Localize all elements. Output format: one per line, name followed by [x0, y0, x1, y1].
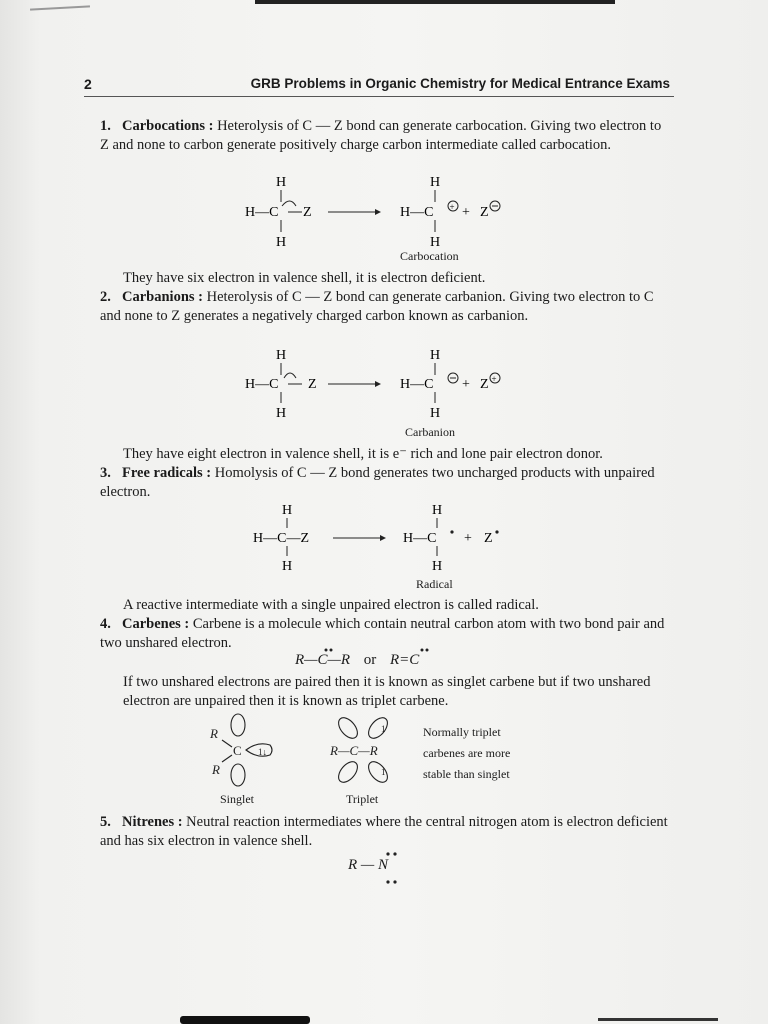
section-heading: Free radicals : — [122, 465, 212, 481]
svg-text:Z: Z — [303, 205, 312, 220]
section-heading: Carbocations : — [122, 118, 214, 134]
svg-text:H—C: H—C — [245, 205, 279, 220]
section-number: 2. — [100, 289, 111, 305]
svg-text:H: H — [430, 406, 441, 421]
section-number: 1. — [100, 118, 111, 134]
section-text: Heterolysis of C — Z bond can generate carbanion. Giving two electron to C and none to Z generates a negatively charged carbon known as carbanion. — [100, 289, 654, 324]
svg-text:+: + — [449, 202, 455, 212]
singlet-label: Singlet — [220, 792, 255, 806]
svg-text:R: R — [210, 726, 218, 741]
svg-text:H: H — [430, 175, 441, 190]
svg-text:H: H — [276, 348, 287, 363]
page-number: 2 — [84, 76, 92, 92]
section-free-radicals — [100, 464, 672, 502]
section-carbocations — [100, 117, 672, 155]
svg-text:R—C—R: R—C—R — [330, 743, 378, 758]
section-note: A reactive intermediate with a single unpaired electron is called radical. — [123, 597, 539, 613]
svg-text:+: + — [491, 374, 497, 384]
section-text: Carbene is a molecule which contain neutral carbon atom with two bond pair and two unshared electron. — [100, 616, 665, 651]
diagram-caption: Carbanion — [405, 425, 455, 439]
svg-text:H: H — [432, 503, 443, 518]
svg-text:Z: Z — [484, 531, 493, 546]
scan-edge-mark — [598, 1018, 718, 1021]
side-note-line: carbenes are more — [423, 746, 511, 760]
svg-text:H—C: H—C — [400, 205, 434, 220]
svg-text:H: H — [282, 559, 293, 574]
svg-text:H—C—Z: H—C—Z — [253, 531, 309, 546]
radical-reaction-diagram — [238, 500, 538, 580]
nitrene-formula: R — N — [348, 857, 389, 873]
svg-text:C: C — [233, 743, 242, 758]
section-note: If two unshared electrons are paired then it is known as singlet carbene but if two unshared electron are unpaired then it is known as triplet carbene. — [123, 674, 651, 709]
svg-text:H: H — [432, 559, 443, 574]
svg-text:H—C: H—C — [245, 377, 279, 392]
svg-text:R: R — [212, 762, 220, 777]
side-note-line: stable than singlet — [423, 767, 510, 781]
formula-double: R=C — [390, 652, 420, 668]
triplet-label: Triplet — [346, 792, 379, 806]
section-heading: Carbenes : — [122, 616, 190, 632]
svg-text:H: H — [430, 348, 441, 363]
svg-text:H: H — [276, 175, 287, 190]
svg-text:1: 1 — [381, 767, 386, 777]
svg-text:H—C: H—C — [403, 531, 437, 546]
svg-text:+: + — [464, 531, 472, 546]
nitrene-lone-pairs — [380, 848, 410, 888]
section-number: 3. — [100, 465, 111, 481]
lone-pair-dots — [295, 646, 495, 656]
carbocation-reaction-diagram — [230, 172, 530, 264]
svg-text:Z: Z — [480, 377, 489, 392]
svg-text:H: H — [282, 503, 293, 518]
scan-edge-mark — [180, 1016, 310, 1024]
carbene-side-note — [423, 722, 510, 785]
diagram-caption: Radical — [416, 577, 453, 591]
carbene-orbital-diagram — [200, 710, 440, 790]
svg-text:1: 1 — [381, 724, 386, 734]
carbanion-reaction-diagram — [230, 345, 530, 427]
svg-text:H: H — [276, 406, 287, 421]
page-title: GRB Problems in Organic Chemistry for Medical Entrance Exams — [250, 76, 670, 91]
page-header — [84, 72, 674, 97]
diagram-caption: Carbocation — [400, 249, 459, 263]
svg-text:Z: Z — [480, 205, 489, 220]
section-number: 5. — [100, 814, 111, 830]
side-note-line: Normally triplet — [423, 725, 501, 739]
formula-linear: R—C—R — [295, 652, 351, 668]
scan-edge-mark — [255, 0, 615, 4]
section-heading: Nitrenes : — [122, 814, 183, 830]
svg-text:+: + — [462, 205, 470, 220]
section-heading: Carbanions : — [122, 289, 203, 305]
svg-text:1↓: 1↓ — [258, 747, 267, 757]
section-text: Neutral reaction intermediates where the central nitrogen atom is electron deficient and has six electron in valence shell. — [100, 814, 668, 849]
section-nitrenes — [100, 813, 672, 851]
section-note: They have six electron in valence shell, it is electron deficient. — [123, 270, 486, 286]
svg-text:H: H — [276, 235, 287, 250]
section-carbanions — [100, 288, 672, 326]
formula-or: or — [363, 652, 377, 668]
svg-text:H—C: H—C — [400, 377, 434, 392]
section-text: Heterolysis of C — Z bond can generate carbocation. Giving two electron to Z and none to carbon generate positively charge carbon intermediate called carbocation. — [100, 118, 662, 153]
svg-text:+: + — [462, 377, 470, 392]
section-text: Homolysis of C — Z bond generates two uncharged products with unpaired electron. — [100, 465, 655, 500]
svg-text:Z: Z — [308, 377, 317, 392]
section-number: 4. — [100, 616, 111, 632]
scan-edge-mark — [30, 5, 90, 10]
svg-text:H: H — [430, 235, 441, 250]
section-note: They have eight electron in valence shell, it is e⁻ rich and lone pair electron donor. — [123, 446, 603, 462]
